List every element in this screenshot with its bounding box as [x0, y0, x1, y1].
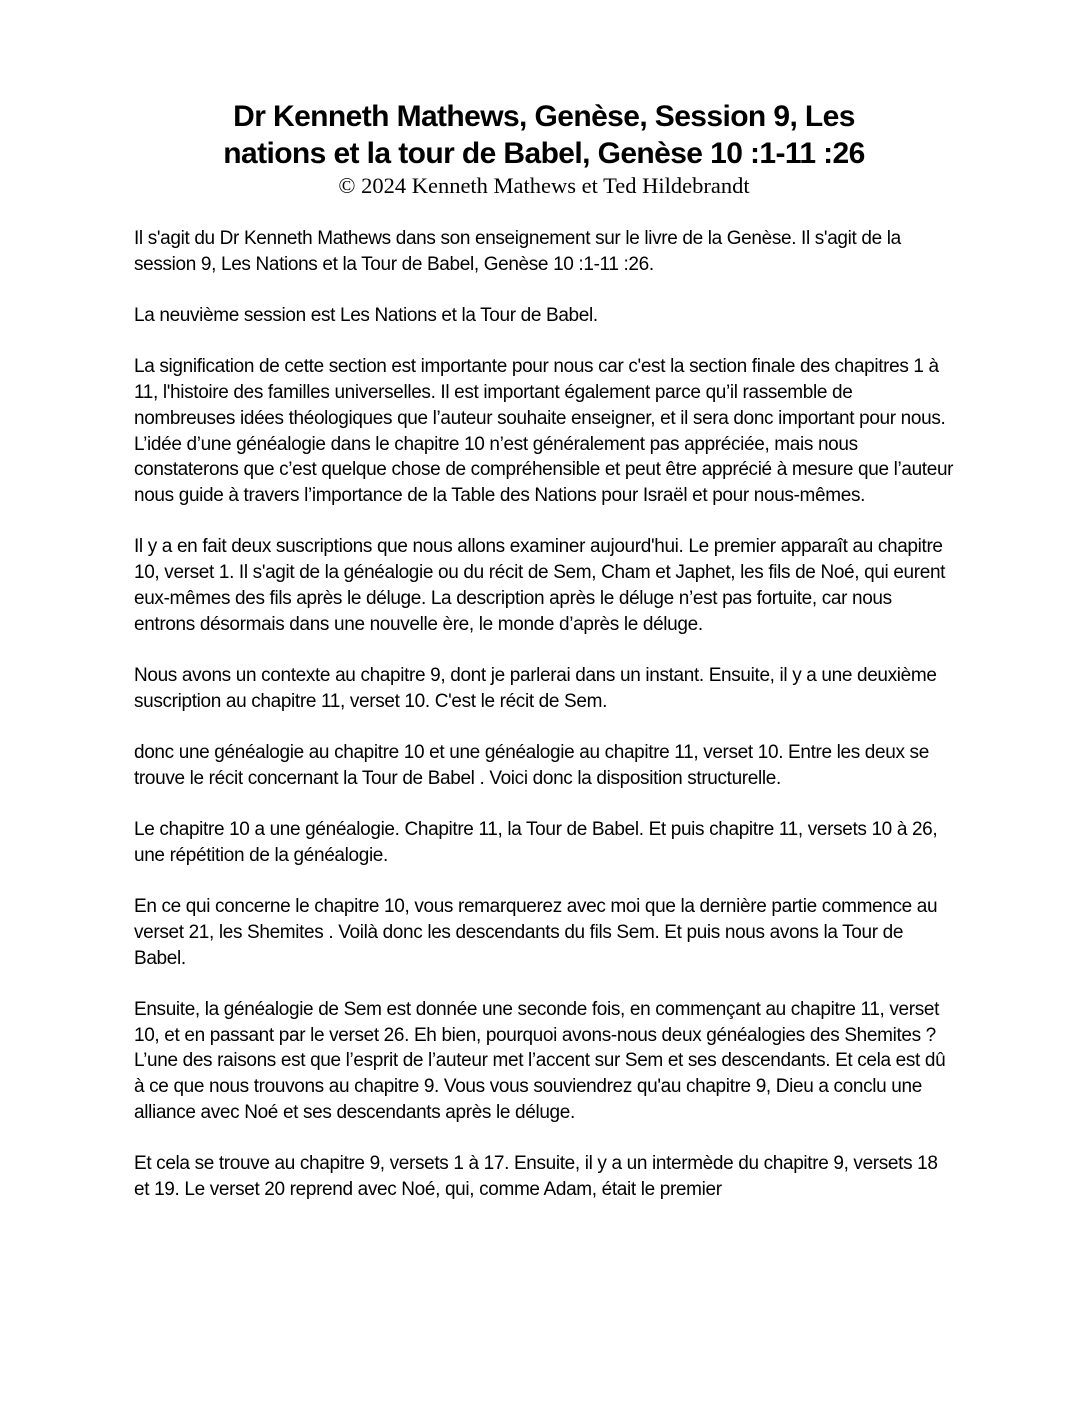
paragraph-genealogie: donc une généalogie au chapitre 10 et une généalogie au chapitre 11, verset 10. Entre les deux se trouve le récit concernant la Tour de Babel . Voici donc la disposition structurelle. [134, 741, 929, 789]
copyright-line: © 2024 Kenneth Mathews et Ted Hildebrandt [338, 173, 750, 198]
paragraph-chapitre10: Le chapitre 10 a une généalogie. Chapitre 11, la Tour de Babel. Et puis chapitre 11, versets 10 à 26, une répétition de la généalogie. [134, 819, 938, 866]
document-body [134, 226, 954, 1203]
paragraph-suscriptions: Il y a en fait deux suscriptions que nous allons examiner aujourd'hui. Le premier apparaît au chapitre 10, verset 1. Il s'agit de la généalogie ou du récit de Sem, Cham et Japhet, les fils de Noé, qui eurent eux-mêmes des fils après le déluge. La description après le déluge n’est pas fortuite, car nous entrons désormais dans une nouvelle ère, le monde d’après le déluge. [134, 536, 946, 635]
title-line-1: Dr Kenneth Mathews, Genèse, Session 9, Les [233, 100, 855, 133]
paragraph-intro: Il s'agit du Dr Kenneth Mathews dans son enseignement sur le livre de la Genèse. Il s'agit de la session 9, Les Nations et la Tour de Babel, Genèse 10 :1-11 :26. [134, 228, 901, 275]
paragraph-alliance: Et cela se trouve au chapitre 9, versets 1 à 17. Ensuite, il y a un intermède du chapitre 9, versets 18 et 19. Le verset 20 reprend avec Noé, qui, comme Adam, était le premier [134, 1153, 938, 1200]
paragraph-signification: La signification de cette section est importante pour nous car c'est la section finale des chapitres 1 à 11, l'histoire des familles universelles. Il est important également parce qu’il rassemble de nombreuses idées théologiques que l’auteur souhaite enseigner, et il sera donc important pour nous. L’idée d’une généalogie dans le chapitre 10 n’est généralement pas appréciée, mais nous constaterons que c’est quelque chose de compréhensible et peut être apprécié à mesure que l’auteur nous guide à travers l’importance de la Table des Nations pour Israël et pour nous-mêmes. [134, 356, 954, 506]
paragraph-session: La neuvième session est Les Nations et la Tour de Babel. [134, 305, 598, 327]
title-line-2: nations et la tour de Babel, Genèse 10 :1-11 :26 [223, 137, 865, 170]
paragraph-seconde-fois: Ensuite, la généalogie de Sem est donnée une seconde fois, en commençant au chapitre 11, verset 10, et en passant par le verset 26. Eh bien, pourquoi avons-nous deux généalogies des Shemites ? L’une des raisons est que l’esprit de l’auteur met l’accent sur Sem et ses descendants. Et cela est dû à ce que nous trouvons au chapitre 9. Vous vous souviendrez qu'au chapitre 9, Dieu a conclu une alliance avec Noé et ses descendants après le déluge. [134, 998, 946, 1123]
paragraph-shemites: En ce qui concerne le chapitre 10, vous remarquerez avec moi que la dernière partie commence au verset 21, les Shemites . Voilà donc les descendants du fils Sem. Et puis nous avons la Tour de Babel. [134, 896, 938, 969]
document-title [134, 98, 954, 172]
paragraph-contexte: Nous avons un contexte au chapitre 9, dont je parlerai dans un instant. Ensuite, il y a une deuxième suscription au chapitre 11, verset 10. C'est le récit de Sem. [134, 664, 937, 712]
